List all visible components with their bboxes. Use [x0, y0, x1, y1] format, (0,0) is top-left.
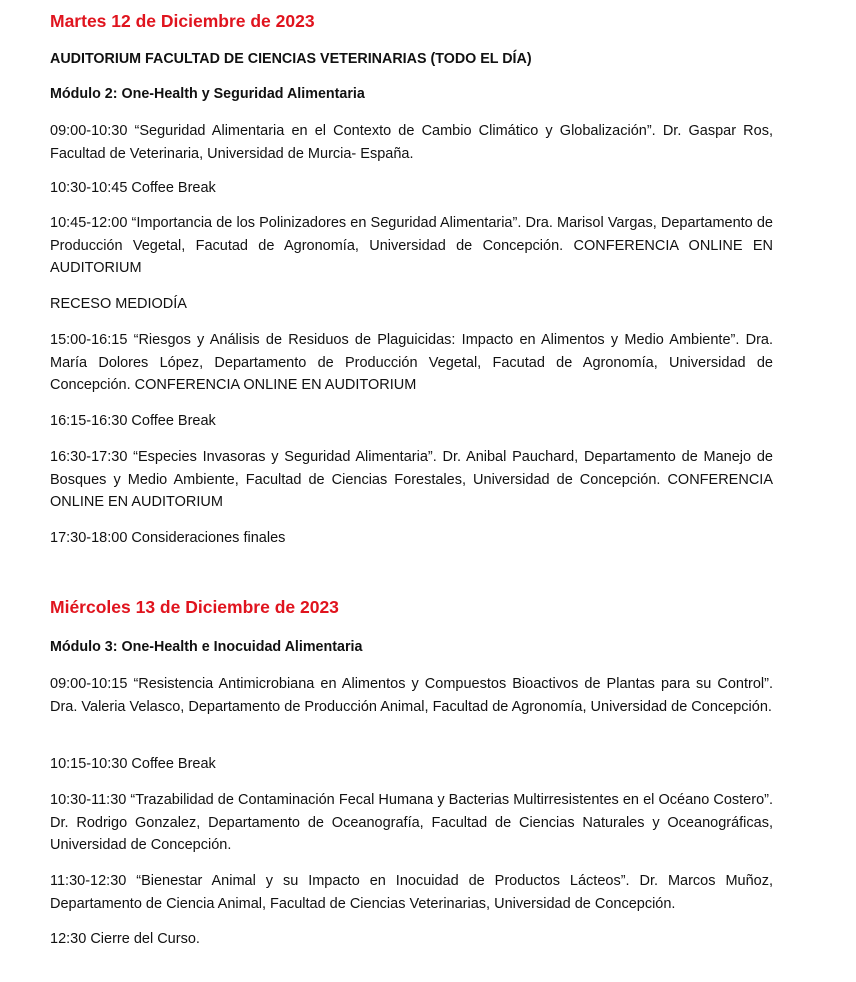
day2-date-heading: Miércoles 13 de Diciembre de 2023: [50, 597, 339, 617]
schedule-item-resistencia-antimicrobiana: 09:00-10:15 “Resistencia Antimicrobiana en Alimentos y Compuestos Bioactivos de Plantas para su Control”. Dra. Valeria Velasco, Departamento de Producción Animal, Facultad de Agronomía, Universidad de Concepción.: [50, 676, 773, 715]
day1-date-heading: Martes 12 de Diciembre de 2023: [50, 11, 315, 31]
schedule-item-coffee-break-2: 16:15-16:30 Coffee Break: [50, 413, 216, 429]
schedule-item-trazabilidad: 10:30-11:30 “Trazabilidad de Contaminación Fecal Humana y Bacterias Multirresistentes en el Océano Costero”. Dr. Rodrigo Gonzalez, Departamento de Oceanografía, Facultad de Ciencias Naturales y Oceanográficas, Universidad de Concepción.: [50, 792, 773, 853]
schedule-item-seguridad-alimentaria: 09:00-10:30 “Seguridad Alimentaria en el Contexto de Cambio Climático y Globalización”. Dr. Gaspar Ros, Facultad de Veterinaria, Universidad de Murcia- España.: [50, 123, 773, 162]
day2-module-heading: Módulo 3: One-Health e Inocuidad Alimentaria: [50, 639, 363, 655]
schedule-item-especies-invasoras: 16:30-17:30 “Especies Invasoras y Seguridad Alimentaria”. Dr. Anibal Pauchard, Departamento de Manejo de Bosques y Medio Ambiente, Facultad de Ciencias Forestales, Universidad de Concepción. CONFERENCIA ONLINE EN AUDITORIUM: [50, 449, 773, 510]
day1-module-heading: Módulo 2: One-Health y Seguridad Alimentaria: [50, 86, 365, 102]
schedule-item-receso: RECESO MEDIODÍA: [50, 296, 187, 312]
schedule-item-polinizadores: 10:45-12:00 “Importancia de los Polinizadores en Seguridad Alimentaria”. Dra. Marisol Vargas, Departamento de Producción Vegetal, Facutad de Agronomía, Universidad de Concepción. CONFERENCIA ONLINE EN AUDITORIUM: [50, 215, 773, 276]
day1-venue-heading: AUDITORIUM FACULTAD DE CIENCIAS VETERINARIAS (TODO EL DÍA): [50, 51, 532, 67]
schedule-item-cierre: 12:30 Cierre del Curso.: [50, 931, 200, 947]
schedule-item-consideraciones: 17:30-18:00 Consideraciones finales: [50, 530, 286, 546]
schedule-item-coffee-break-3: 10:15-10:30 Coffee Break: [50, 756, 216, 772]
schedule-item-coffee-break-1: 10:30-10:45 Coffee Break: [50, 180, 216, 196]
schedule-item-plaguicidas: 15:00-16:15 “Riesgos y Análisis de Residuos de Plaguicidas: Impacto en Alimentos y Medio Ambiente”. Dra. María Dolores López, Departamento de Producción Vegetal, Facutad de Agronomía, Universidad de Concepción. CONFERENCIA ONLINE EN AUDITORIUM: [50, 332, 773, 393]
schedule-item-bienestar-animal: 11:30-12:30 “Bienestar Animal y su Impacto en Inocuidad de Productos Lácteos”. Dr. Marcos Muñoz, Departamento de Ciencia Animal, Facultad de Ciencias Veterinarias, Universidad de Concepción.: [50, 873, 773, 912]
